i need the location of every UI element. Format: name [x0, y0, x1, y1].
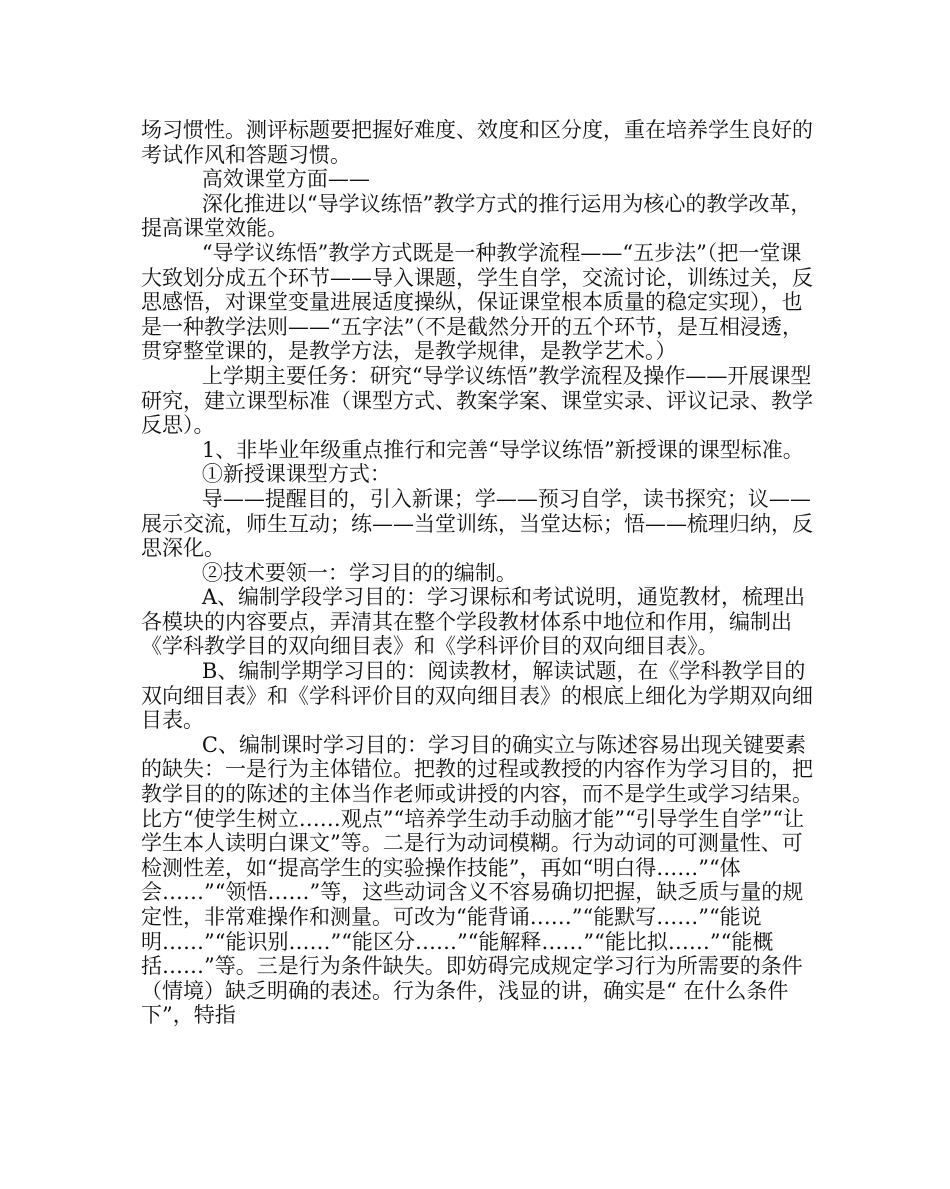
paragraph-9: ②技术要领一：学习目的的编制。: [201, 560, 517, 585]
paragraph-1: 场习惯性。测评标题要把握好难度、效度和区分度，重在培养学生良好的考试作风和答题习惯。: [141, 118, 813, 167]
paragraph-10: A、编制学段学习目的：学习课标和考试说明，通览教材，梳理出各模块的内容要点，弄清其在整个学段教材体系中地位和作用，编制出《学科教学目的双向细目表》和《学科评价目的双向细目表》。: [141, 585, 806, 659]
paragraph-7: ①新授课课型方式：: [201, 462, 391, 487]
paragraph-6: 1、非毕业年级重点推行和完善“导学议练悟”新授课的课型标准。: [201, 437, 804, 462]
paragraph-3: 深化推进以“导学议练悟”教学方式的推行运用为核心的教学改革，提高课堂效能。: [141, 191, 812, 241]
paragraph-2: 高效课堂方面——: [201, 167, 370, 192]
paragraph-8: 导——提醒目的，引入新课；学——预习自学，读书探究；议——展示交流，师生互动；练——当堂训练，当堂达标；悟——梳理归纳，反思深化。: [141, 486, 813, 561]
paragraph-11: B、编制学期学习目的：阅读教材，解读试题，在《学科教学目的双向细目表》和《学科评价目的双向细目表》的根底上细化为学期双向细目表。: [141, 659, 813, 733]
paragraph-12: C、编制课时学习目的：学习目的确实立与陈述容易出现关键要素的缺失：一是行为主体错位。把教的过程或教授的内容作为学习目的，把教学目的的陈述的主体当作老师或讲授的内容，而不是学生或学习结果。比方“使学生树立……观点”“培养学生动手动脑才能”“引导学生自学”“让学生本人读明白课文”等。二是行为动词模糊。行为动词的可测量性、可检测性差，如“提高学生的实验操作技能”，再如“明白得……”“体会……”“领悟……”等，这些动词含义不容易确切把握，缺乏质与量的规定性，非常难操作和测量。可改为“能背诵……”“能默写……”“能说明……”“能识别……”“能区分……”“能解释……”“能比拟……”“能概括……”等。三是行为条件缺失。即妨碍完成规定学习行为所需要的条件（情境）缺乏明确的表述。行为条件，浅显的讲，确实是“ 在什么条件下”，特指: [141, 732, 813, 1028]
paragraph-5: 上学期主要任务：研究“导学议练悟”教学流程及操作——开展课型研究，建立课型标准（课型方式、教案学案、课堂实录、评议记录、教学反思）。: [141, 363, 813, 438]
paragraph-4: “导学议练悟”教学方式既是一种教学流程——“五步法”（把一堂课大致划分成五个环节——导入课题，学生自学，交流讨论，训练过关，反思感悟，对课堂变量进展适度操纵，保证课堂根本质量的稳定实现），也是一种教学法则——“五字法”（不是截然分开的五个环节，是互相浸透，贯穿整堂课的，是教学方法，是教学规律，是教学艺术。）: [141, 240, 813, 364]
document-body: [141, 118, 821, 1028]
